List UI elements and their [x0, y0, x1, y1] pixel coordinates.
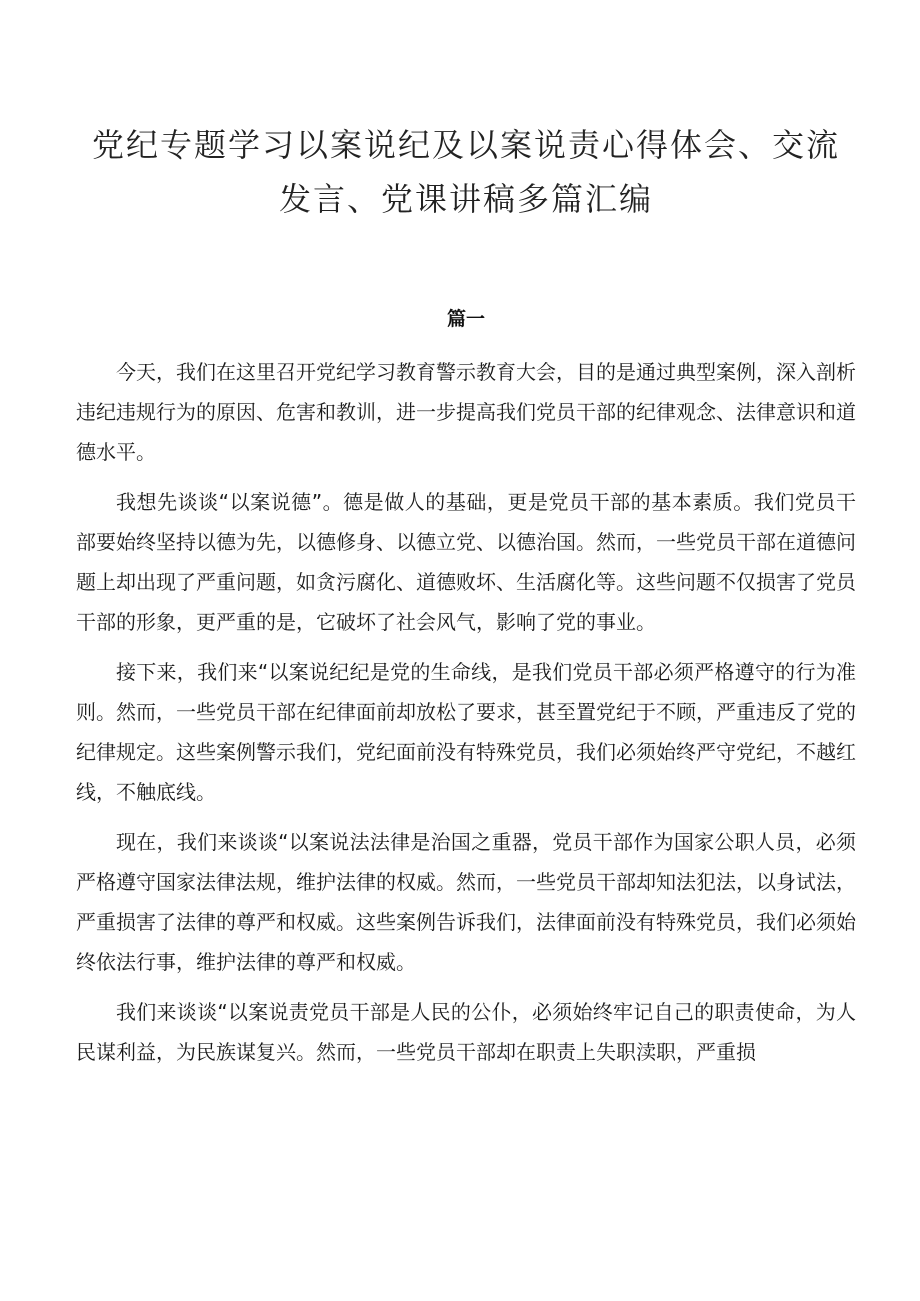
- document-title-line-1: 党纪专题学习以案说纪及以案说责心得体会、交流: [91, 126, 840, 164]
- paragraph-intro: 今天，我们在这里召开党纪学习教育警示教育大会，目的是通过典型案例，深入剖析违纪违规行为的原因、危害和教训，进一步提高我们党员干部的纪律观念、法律意识和道德水平。: [76, 360, 856, 464]
- section-heading: 篇一: [446, 308, 485, 330]
- document-title-line-2: 发言、党课讲稿多篇汇编: [278, 180, 653, 218]
- document-body: [76, 352, 856, 1072]
- paragraph-morality: 我想先谈谈“以案说德”。德是做人的基础，更是党员干部的基本素质。我们党员干部要始终坚持以德为先，以德修身、以德立党、以德治国。然而，一些党员干部在道德问题上却出现了严重问题，如贪污腐化、道德败坏、生活腐化等。这些问题不仅损害了党员干部的形象，更严重的是，它破坏了社会风气，影响了党的事业。: [76, 490, 856, 634]
- paragraph-law: 现在，我们来谈谈“以案说法法律是治国之重器，党员干部作为国家公职人员，必须严格遵守国家法律法规，维护法律的权威。然而，一些党员干部却知法犯法，以身试法，严重损害了法律的尊严和权威。这些案例告诉我们，法律面前没有特殊党员，我们必须始终依法行事，维护法律的尊严和权威。: [76, 830, 856, 974]
- paragraph-responsibility: 我们来谈谈“以案说责党员干部是人民的公仆，必须始终牢记自己的职责使命，为人民谋利益，为民族谋复兴。然而，一些党员干部却在职责上失职渎职，严重损: [76, 1000, 856, 1064]
- document-title: [76, 118, 856, 226]
- paragraph-discipline: 接下来，我们来“以案说纪纪是党的生命线，是我们党员干部必须严格遵守的行为准则。然而，一些党员干部在纪律面前却放松了要求，甚至置党纪于不顾，严重违反了党的纪律规定。这些案例警示我们，党纪面前没有特殊党员，我们必须始终严守党纪，不越红线，不触底线。: [76, 660, 856, 804]
